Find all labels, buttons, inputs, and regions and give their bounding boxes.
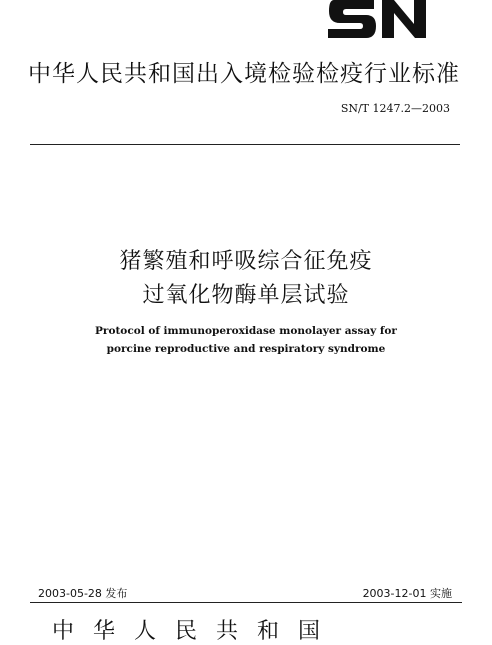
sn-logo <box>326 0 430 40</box>
title-cn-line1: 猪繁殖和呼吸综合征免疫 <box>119 249 373 274</box>
sn-logo-mark <box>326 0 430 40</box>
title-cn-line2: 过氧化物酶单层试验 <box>142 283 350 308</box>
title-en-line2: porcine reproductive and respiratory syndrome <box>106 343 386 355</box>
footer-divider <box>30 602 462 603</box>
issue-date: 2003-05-28 发布 <box>38 587 128 600</box>
issuer: 中华人民共和国 <box>52 619 340 644</box>
header-divider <box>30 144 460 145</box>
standard-category: 中华人民共和国出入境检验检疫行业标准 <box>28 61 460 87</box>
title-en-line1: Protocol of immunoperoxidase monolayer assay for <box>95 325 397 337</box>
effective-date: 2003-12-01 实施 <box>362 587 452 600</box>
standard-number: SN/T 1247.2—2003 <box>340 102 450 115</box>
